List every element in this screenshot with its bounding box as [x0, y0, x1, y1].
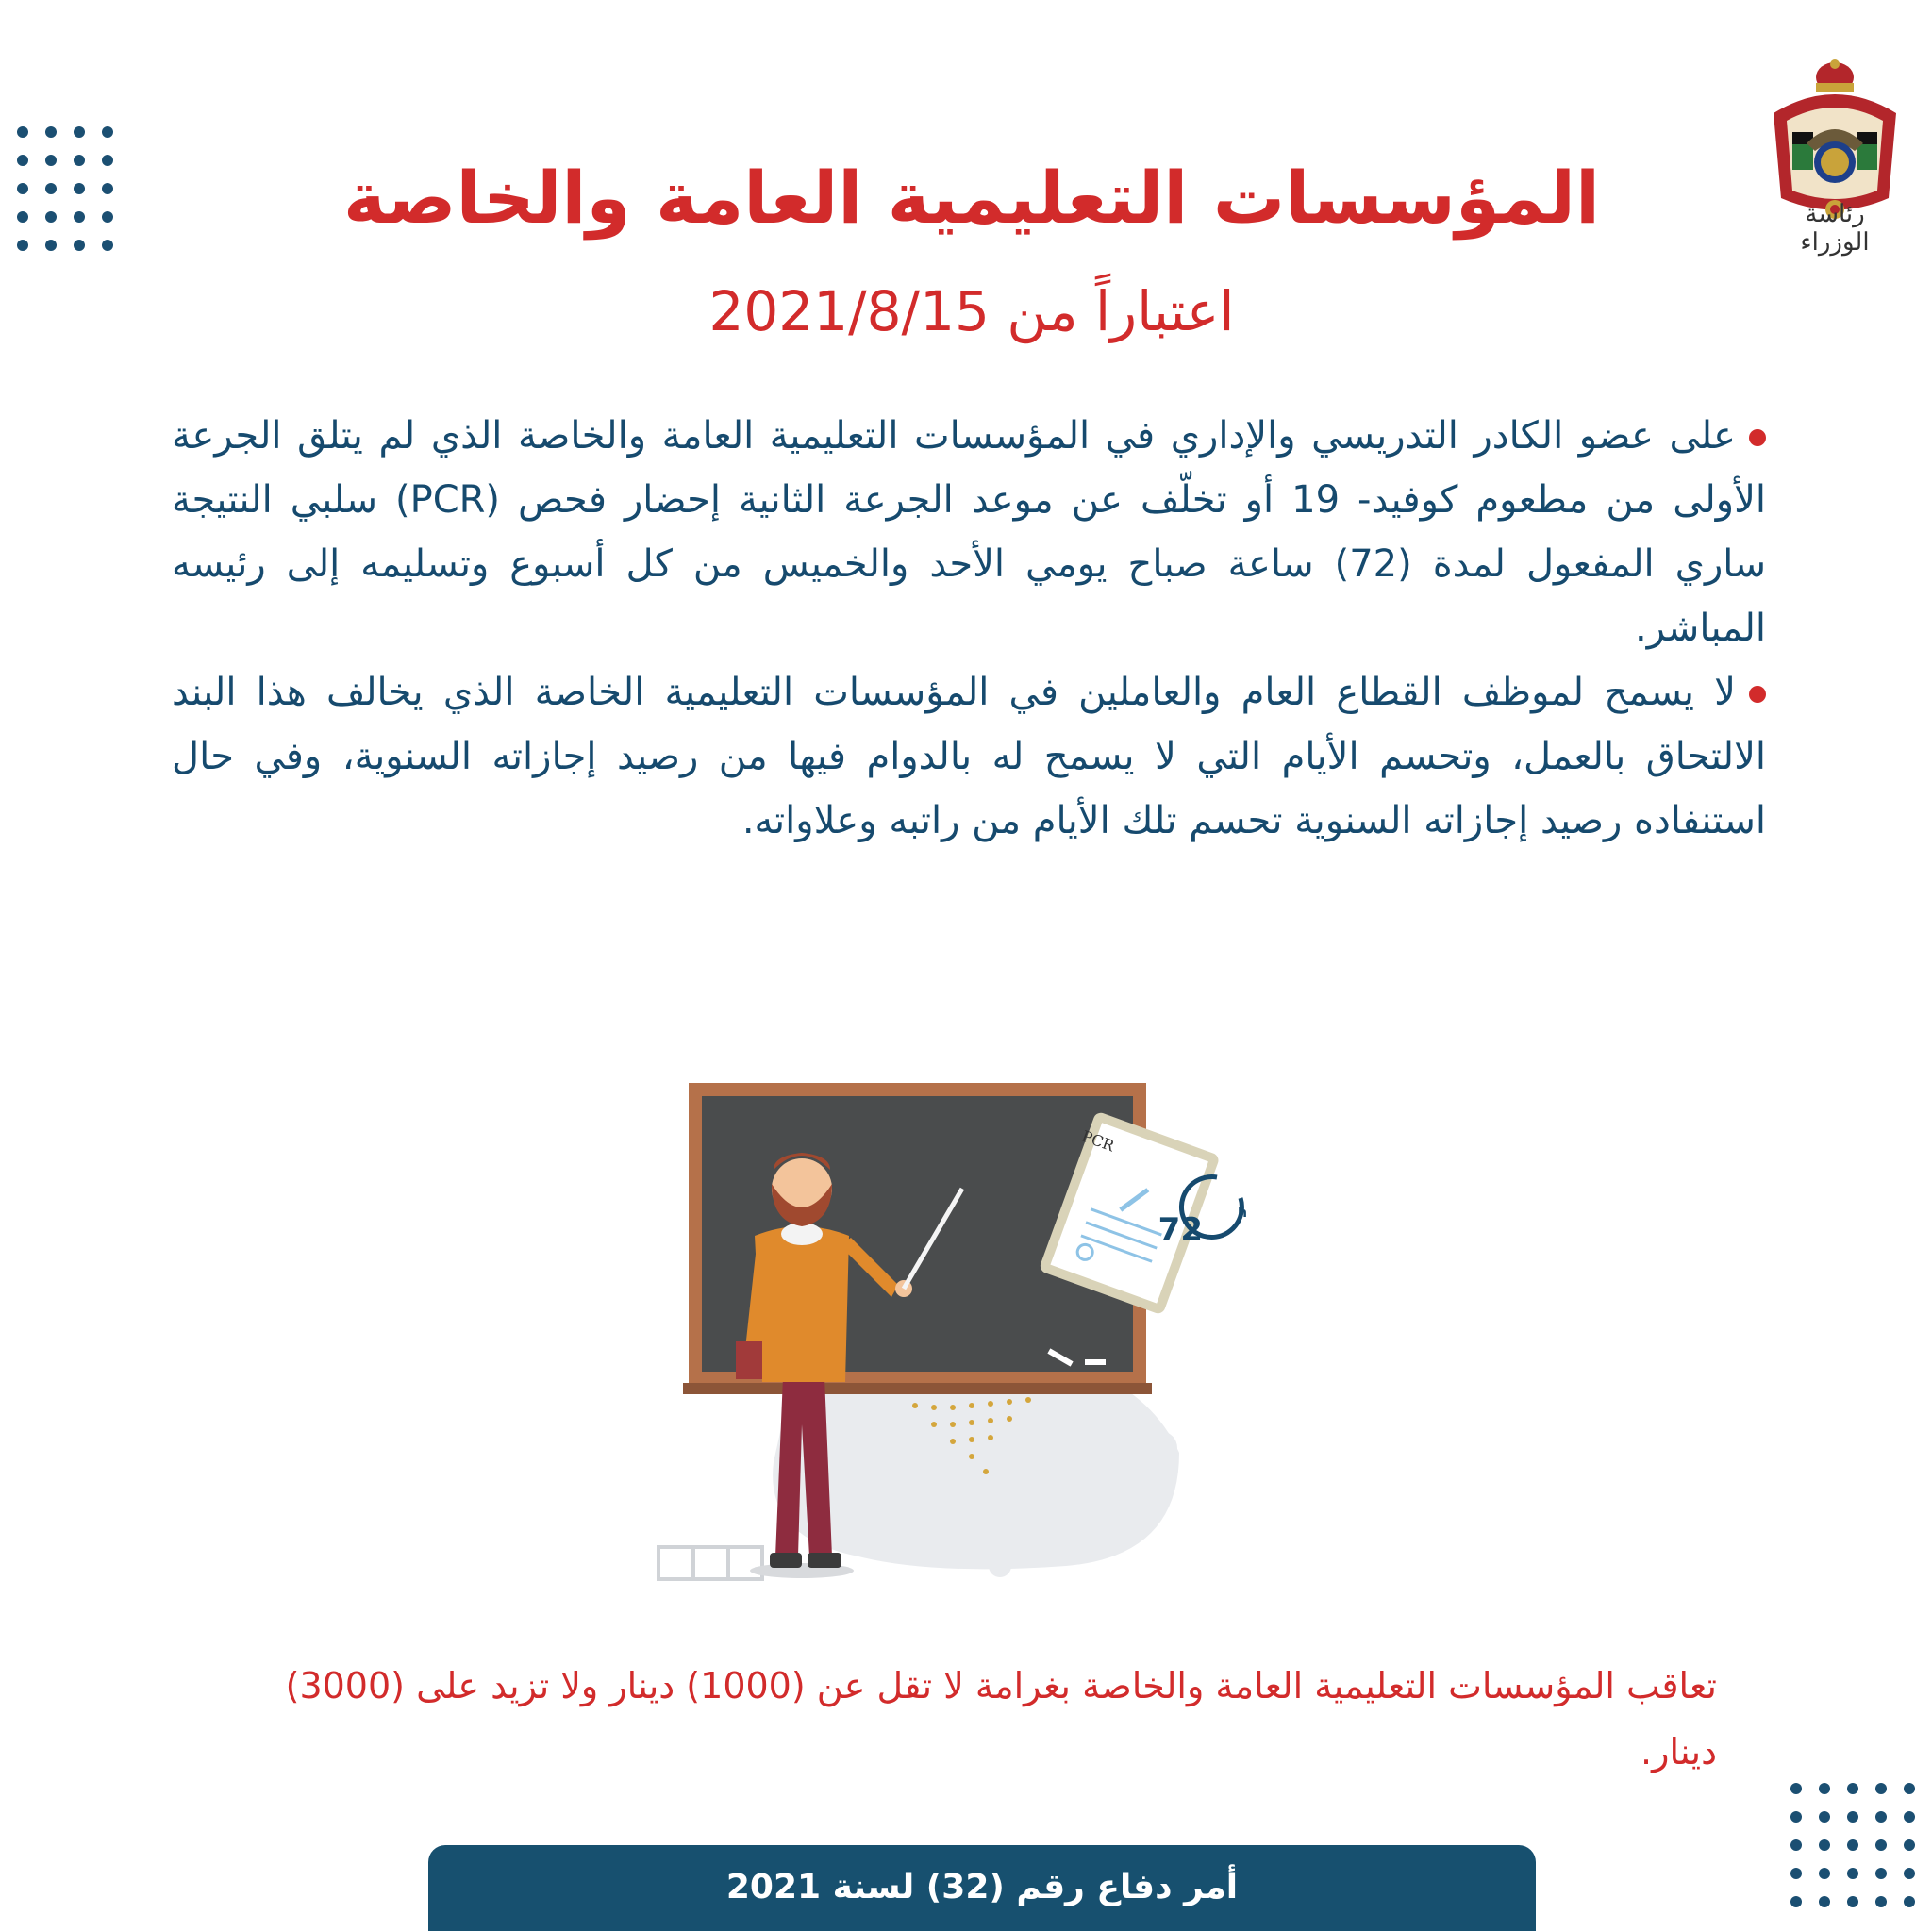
pcr-label: PCR [1079, 1126, 1117, 1156]
penalty-text: تعاقب المؤسسات التعليمية العامة والخاصة بغرامة لا تقل عن (1000) دينار ولا تزيد على (3000) دينار. [285, 1665, 1717, 1773]
hours-label: 72 [1158, 1211, 1203, 1249]
bullet-paragraph-1 [172, 404, 1766, 660]
body-text [172, 404, 1766, 853]
hours-unit: h [1238, 1206, 1247, 1221]
paragraph-1-text: على عضو الكادر التدريسي والإداري في المؤسسات التعليمية العامة والخاصة الذي لم يتلق الجرعة الأولى من مطعوم كوفيد- 19 أو تخلّف عن موعد الجرعة الثانية إحضار فحص (PCR) سلبي النتيجة ساري المفعول لمدة (72) ساعة صباح يومي الأحد والخميس من كل أسبوع وتسليمه إلى رئيسه المباشر. [172, 414, 1767, 650]
dot-grid-top-left [0, 126, 113, 268]
page-title: المؤسسات التعليمية العامة والخاصة [342, 156, 1600, 240]
bullet-icon [1749, 686, 1766, 703]
bullet-icon [1749, 429, 1766, 446]
dot-grid-bottom-right [1774, 1783, 1915, 1924]
footer-text: أمر دفاع رقم (32) لسنة 2021 [725, 1868, 1239, 1906]
emblem-caption: رئاسة الوزراء [1800, 200, 1870, 257]
teacher-illustration [651, 1066, 1311, 1594]
page-subtitle: اعتباراً من 2021/8/15 [708, 279, 1235, 343]
bullet-paragraph-2 [172, 660, 1766, 853]
paragraph-2-text: لا يسمح لموظف القطاع العام والعاملين في المؤسسات التعليمية الخاصة الذي يخالف هذا البند الالتحاق بالعمل، وتحسم الأيام التي لا يسمح له بالدوام فيها من رصيد إجازاته السنوية، وفي حال استنفاده رصيد إجازاته السنوية تحسم تلك الأيام من راتبه وعلاواته. [172, 671, 1766, 842]
